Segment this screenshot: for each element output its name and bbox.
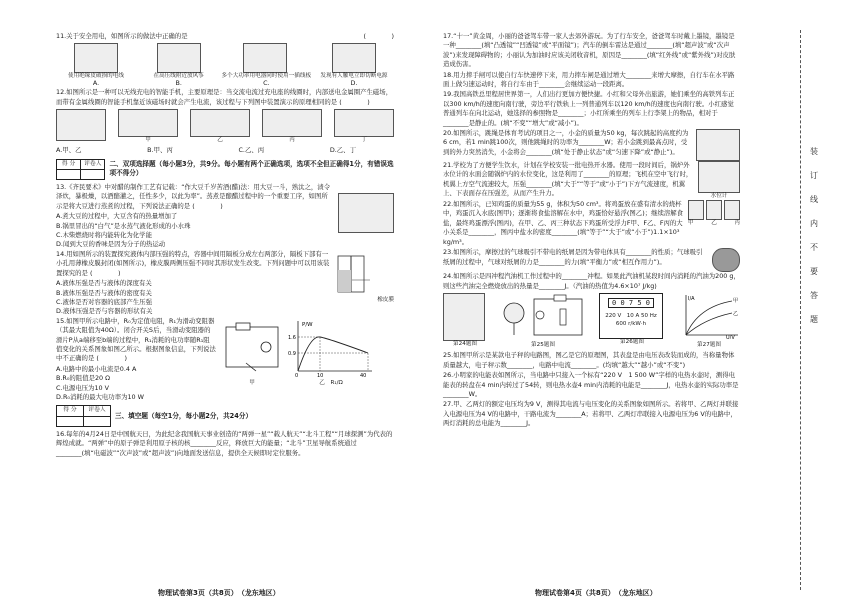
q23-block xyxy=(443,248,740,272)
binding-char-8: 题 xyxy=(810,315,818,324)
q11-caption-a: 使用绝缘皮破损的电线 xyxy=(68,73,124,80)
q12-option-a: A.甲、乙 xyxy=(56,146,82,155)
q27-x-label: U/V xyxy=(726,334,735,339)
q26-meter xyxy=(599,293,663,339)
q15-caption-yi xyxy=(288,380,374,387)
q26-meter-display: 0 0 7 5 0 xyxy=(608,298,654,308)
q14-stem xyxy=(56,250,330,278)
q24-engine-image xyxy=(443,293,485,341)
q15-graph-xtick-0: 0 xyxy=(295,372,299,377)
q14-bracket: ( ) xyxy=(90,268,121,277)
section2-score-table xyxy=(56,159,105,180)
q15-option-a: A.电路中的最小电流是0.4 A xyxy=(56,364,137,373)
q11-text: 11.关于安全用电，如图所示的做法中正确的是 xyxy=(56,32,188,40)
q12-option-d: D.乙、丁 xyxy=(329,146,356,155)
q11-letter-a: A. xyxy=(92,79,100,88)
q15-content xyxy=(56,317,216,403)
q14-block xyxy=(56,250,394,317)
q19-stem: 19.我国高铁总里程居世界第一，人们出行更加方便快捷。小红和父母外出旅游，她们乘坐的高铁列车正以300 km/h的速度向南行驶，旁边平行铁轨上一列普通列车以120 km/h的速度也向南行驶。小红感觉普通列车在向北运动，她选择的参照物是________；小红所乘坐的列车上行李架上的物品，相对于________是静止的。(填“不变”“增大”或“减小”)。 xyxy=(443,90,735,127)
q25-stem: 25.如图甲所示是某款电子秤的电路图，图乙是它的原理图，其表盘是由电压表改装而成的，当称量物体质量越大，电子秤示数________，电路中电流________。(均填“越大”“越小”或“不变”) xyxy=(443,351,735,369)
q15-graph-xtick-2: 40 xyxy=(360,372,367,377)
q11-letter-b: B. xyxy=(175,79,182,88)
section3-header xyxy=(56,405,394,426)
q13-cooking-image xyxy=(338,193,394,233)
q15-graph-y-label: P/W xyxy=(302,321,313,328)
section3-score-label: 得 分 xyxy=(57,406,84,416)
q11-fig-a xyxy=(56,43,136,87)
q17-stem: 17.“十一”黄金周，小丽的爸爸驾车带一家人去郊外游玩。为了行车安全，爸爸驾车时戴上墨镜，墨镜是一种________(填“凸透镜”“凹透镜”或“平面镜”)；汽车的倒车雷达是通过________(填“超声波”或“次声波”)来发现障碍物的；小丽认为加油时应该关闭收音机，原因是________(填“红外线”或“紫外线”)对皮肤造成伤害。 xyxy=(443,32,736,69)
q11-stem xyxy=(56,32,394,41)
section3-score-table xyxy=(56,405,111,426)
q15-graph-x-label: R₁/Ω xyxy=(330,380,343,387)
q11-image-b xyxy=(157,43,201,73)
q12-stem xyxy=(56,88,394,107)
q12-fig-bing xyxy=(262,109,322,144)
q21-boiler-image xyxy=(698,161,740,193)
q26-stem: 26.小明家的电能表如图所示，当电路中只接入一个标有“220 V 1 500 W”字样的电热水壶时，测得电能表的转盘在4 min内转过了54转，则电热水壶4 min内消耗的电能是________J，电热水壶的实际功率是________W。 xyxy=(443,371,739,398)
q14-content xyxy=(56,250,330,317)
binding-line xyxy=(800,30,801,590)
q21-block xyxy=(443,161,740,200)
binding-instructions xyxy=(807,140,821,332)
q12-image-jia xyxy=(118,109,178,137)
q11-figures xyxy=(56,43,394,87)
q14-figure xyxy=(334,254,394,317)
q12-image-ding xyxy=(334,109,394,137)
q22-beaker-bing xyxy=(724,200,740,220)
q14-membrane-label: 橡皮膜 xyxy=(377,297,394,304)
q13-text: 13.《齐民要术》中对醋的制作工艺有记载：“作大豆千岁苦酒(醋)法：用大豆一斗，熟汰之，渍令泽炊，暴极燥，以酒醅灌之，任性多少，以此为率”。蒸煮是酿醋过程中的一个重要工序，如图所示是将大豆进行蒸煮的过程，下列说法正确的是 xyxy=(56,183,331,210)
q14-container-diagram xyxy=(334,254,394,294)
q24-27-figures xyxy=(443,293,740,349)
q15-power-graph xyxy=(288,319,374,377)
q15-caption-jia: 甲 xyxy=(249,380,255,387)
q11-caption-c: 多个大功率用电器同时使用一插线板 xyxy=(221,73,312,80)
q26-caption: 第26题图 xyxy=(620,338,644,345)
q23-balloon-image xyxy=(712,248,740,272)
q22-stem: 22.如图所示，已知鸡蛋的质量为55 g，体积为50 cm³。将鸡蛋放在盛有清水的烧杯中，鸡蛋沉入水底(图甲)；逐渐将食盐溶解在水中，鸡蛋恰好悬浮(图乙)；继续溶解食盐，最终鸡蛋漂浮(图丙)，在甲、乙、丙三种状态下鸡蛋所受浮力F甲、F乙、F丙的大小关系是________，图丙中盐水的密度________(填“等于”“大于”或“小于”)1.1×10³ kg/m³。 xyxy=(443,200,684,246)
q15-option-d: D.R₀消耗的最大电功率为10 W xyxy=(56,392,144,401)
q12-bracket: ( ) xyxy=(339,97,370,106)
q15-graph-figure xyxy=(288,319,374,403)
q15-option-c: C.电源电压为10 V xyxy=(56,383,109,392)
q21-caption: 水位计 xyxy=(710,193,728,200)
q13-bracket: ( ) xyxy=(192,201,223,210)
q22-beakers xyxy=(688,200,740,220)
binding-char-7: 答 xyxy=(810,291,818,300)
q14-option-b: B.液体压强是否与液体的密度有关 xyxy=(56,288,152,297)
section2-header xyxy=(56,159,394,180)
q15-circuit-diagram xyxy=(220,319,284,377)
section3-score-cell[interactable] xyxy=(57,416,84,426)
q11-image-c xyxy=(243,43,287,73)
q12-label-yi: 乙 xyxy=(217,137,223,144)
binding-char-3: 线 xyxy=(810,195,818,204)
q21-figure xyxy=(698,161,740,200)
q25-scale-and-circuit xyxy=(500,293,586,339)
q11-caption-d: 发现有人触电立即切断电源 xyxy=(320,73,388,80)
q12-label-ding: 丁 xyxy=(361,137,367,144)
q22-beaker-jia xyxy=(688,200,704,220)
q12-image-bing xyxy=(262,109,322,137)
q12-figures xyxy=(56,109,394,144)
section2-score-cell[interactable] xyxy=(57,170,81,180)
q13-stem xyxy=(56,183,334,211)
q24-stem: 24.如图所示是四冲程汽油机工作过程中的________冲程。如果此汽油机某段时间内消耗的汽油为200 g，则这些汽油完全燃烧放出的热量是________J。（汽油的热值为4.6×10⁷ J/kg) xyxy=(443,272,740,290)
binding-char-4: 内 xyxy=(810,219,818,228)
q11-image-d xyxy=(332,43,376,73)
q15-figures xyxy=(220,319,374,403)
q25-figure xyxy=(500,293,586,349)
left-page xyxy=(56,32,394,572)
q26-meter-spec-2: 600 r/kW·h xyxy=(615,320,647,327)
q27-curve-jia: 甲 xyxy=(733,297,739,304)
q15-graph-ytick-1: 1.6 xyxy=(288,334,296,341)
q26-meter-spec-1: 220 V 10 A 50 Hz xyxy=(605,312,657,319)
right-page xyxy=(443,32,740,572)
q11-fig-d xyxy=(314,43,394,87)
q12-fig-jia xyxy=(118,109,178,144)
q11-letter-d: D. xyxy=(350,79,358,88)
q15-text: 15.如图甲所示电路中，R₀为定值电阻，R₁为滑动变阻器（其最大阻值为40Ω）。闭合开关S后，当滑动变阻器的滑片P从a端移至b端的过程中，R₁消耗的电功率随R₁阻值变化的关系图象如图乙所示。根据图象信息，下列说法中不正确的是 xyxy=(56,316,216,363)
q27-figure xyxy=(678,293,740,349)
q22-figure xyxy=(688,200,740,248)
q14-text: 14.用如图所示的装置探究液体内部压强的特点，容器中间用隔板分成左右两部分，隔板下部有一小孔用薄橡皮膜封闭(如图所示)，橡皮膜两侧压强不同时其形状发生改变。下列问题中可以用该装置探究的是 xyxy=(56,249,330,277)
q18-stem: 18.用力摔手闸可以使自行车快速停下来，用力摔车闸是通过增大________来增大摩擦，自行车在水平路面上做匀速运动时，将自行车由于________会继续运动一段距离。 xyxy=(443,70,735,89)
q12-image-yi xyxy=(190,109,250,137)
q12-option-c: C.乙、丙 xyxy=(238,146,265,155)
section2-score-label: 得 分 xyxy=(57,159,81,169)
right-page-footer: 物理试卷第4页（共8页） （龙东地区） xyxy=(535,589,657,597)
q12-fig-yi xyxy=(190,109,250,144)
binding-char-6: 要 xyxy=(810,267,818,276)
q11-fig-c xyxy=(221,43,311,87)
q26-figure xyxy=(599,293,665,349)
q15-option-b: B.R₀的阻值是20 Ω xyxy=(56,374,111,383)
q15-stem xyxy=(56,317,216,364)
q13-option-a: A.煮大豆的过程中，大豆含有的热量增加了 xyxy=(56,212,178,221)
q11-caption-b: 在高压线附近放风筝 xyxy=(153,73,204,80)
binding-char-5: 不 xyxy=(810,243,818,252)
q12-option-b: B.甲、丙 xyxy=(147,146,173,155)
q12-label-bing: 丙 xyxy=(289,137,295,144)
q22-beaker-labels xyxy=(688,220,740,227)
q20-jumprope-image xyxy=(696,129,740,161)
q14-option-c: C.液体是否对容器的底部产生压强 xyxy=(56,297,152,306)
binding-char-2: 订 xyxy=(810,171,818,180)
q11-letter-c: C. xyxy=(263,79,270,88)
q22-caption-yi: 乙 xyxy=(711,220,717,227)
q22-block xyxy=(443,200,740,248)
q16-stem: 16.每年的4月24日是中国航天日，为此纪念我国航天事业创造的“两弹一星”“载人航天”“北斗工程”“月球探测”为代表的辉煌成就。“两弹”中的原子弹是利用原子核的核________反应，释放巨大的能量；“北斗”卫星导航系统通过________(填“电磁波”“次声波”或“超声波”)向地面发送信息，提供全天候即时定位服务。 xyxy=(56,429,393,457)
q12-fig-ding xyxy=(334,109,394,144)
q12-options xyxy=(56,146,356,155)
q15-circuit-figure xyxy=(220,319,284,403)
section3-title: 三、填空题（每空1分，每小题2分，共24分） xyxy=(115,411,253,420)
q24-figure xyxy=(443,293,487,349)
q15-bracket: ( ) xyxy=(96,354,127,363)
q12-text: 12.如图所示是一种可以无线充电的智能手机，主要原理是：当交流电流过充电座的线圈时，内部送电金属圈产生磁场，而带有金属线圈的智能手机靠近该磁场时就会产生电流，该过程与下列图中装置演示的原理相同的是 xyxy=(56,88,393,106)
q11-image-a xyxy=(74,43,118,73)
q12-phone-image xyxy=(56,109,106,141)
q12-label-jia: 甲 xyxy=(145,137,151,144)
q27-stem: 27.甲、乙两灯的额定电压均为9 V，测得其电流与电压变化的关系图象如图所示。若将甲、乙两灯并联接入电源电压为4 V的电路中，干路电流为________A；若将甲、乙两灯串联接入电源电压为6 V的电路中，两灯消耗的总电能为________J。 xyxy=(443,400,739,428)
q27-y-label: I/A xyxy=(688,295,695,302)
q13-block xyxy=(56,183,394,250)
q15-caption-yi-text: 乙 xyxy=(319,380,325,387)
q27-caption: 第27题图 xyxy=(697,342,721,349)
binding-char-1: 装 xyxy=(810,147,818,156)
q14-option-a: A.液体压强是否与液体的深度有关 xyxy=(56,279,152,288)
q22-caption-jia: 甲 xyxy=(688,220,694,227)
q23-stem: 23.如图所示，摩擦过的气球吸引不带电的纸屑是因为带电体具有________的性质；气球吸引纸屑的过程中，气球对纸屑的力是________的力(填“平衡力”或“相互作用力”)。 xyxy=(443,248,703,266)
q15-graph-ytick-2: 0.9 xyxy=(288,350,296,357)
q27-iu-graph xyxy=(678,293,740,339)
q27-curve-yi: 乙 xyxy=(733,310,739,317)
section2-title: 二、双项选择题（每小题3分，共9分。每小题有两个正确选项，选项不全但正确得1分，有错误选项不得分） xyxy=(109,160,394,178)
q24-caption: 第24题图 xyxy=(453,340,477,347)
q15-block xyxy=(56,317,394,403)
q22-beaker-yi xyxy=(706,200,722,220)
section2-grader-cell[interactable] xyxy=(81,170,105,180)
left-page-footer: 物理试卷第3页（共8页） （龙东地区） xyxy=(158,589,280,597)
q25-caption: 第25题图 xyxy=(531,342,555,349)
q20-block xyxy=(443,129,740,161)
section3-grader-cell[interactable] xyxy=(84,416,111,426)
section2-grader-label: 评卷人 xyxy=(81,159,105,169)
q14-option-d: D.液体压强是否与容器的形状有关 xyxy=(56,307,153,316)
section3-grader-label: 评卷人 xyxy=(84,406,111,416)
q13-option-c: C.木柴燃烧时将内能转化为化学能 xyxy=(56,231,152,240)
q11-bracket: ( ) xyxy=(363,32,394,40)
q21-stem: 21.学校为了方便学生饮水，计划在学校安装一批电热开水器。使用一段时间后，锅炉外水位计的水面会随锅炉内的水位变化，这是利用了________的原理；飞机在空中飞行时，机翼上方空气流速较大，压强________(填“大于”“等于”或“小于”)下方气流速度，机翼上、下表面存在压强差，从而产生升力。 xyxy=(443,161,693,198)
q11-fig-b xyxy=(139,43,219,87)
q20-stem: 20.如图所示，跳绳是体育考试的项目之一，小金的质量为50 kg，每次跳起的高度约为6 cm，若1 min跳100次，则他跳绳时的功率为________W；若小金跳到最高点时，受到的外力突然消失，小金将会________(填“处于静止状态”或“匀速下降”或“静止”)。 xyxy=(443,129,689,156)
q13-content xyxy=(56,183,334,250)
q22-caption-bing: 丙 xyxy=(734,220,740,227)
q13-option-d: D.闻到大豆的香味是因为分子的热运动 xyxy=(56,240,166,249)
q13-option-b: B.锅里冒出的“白气”是水蒸气液化形成的小水珠 xyxy=(56,221,191,230)
q15-graph-xtick-1: 10 xyxy=(317,372,324,377)
